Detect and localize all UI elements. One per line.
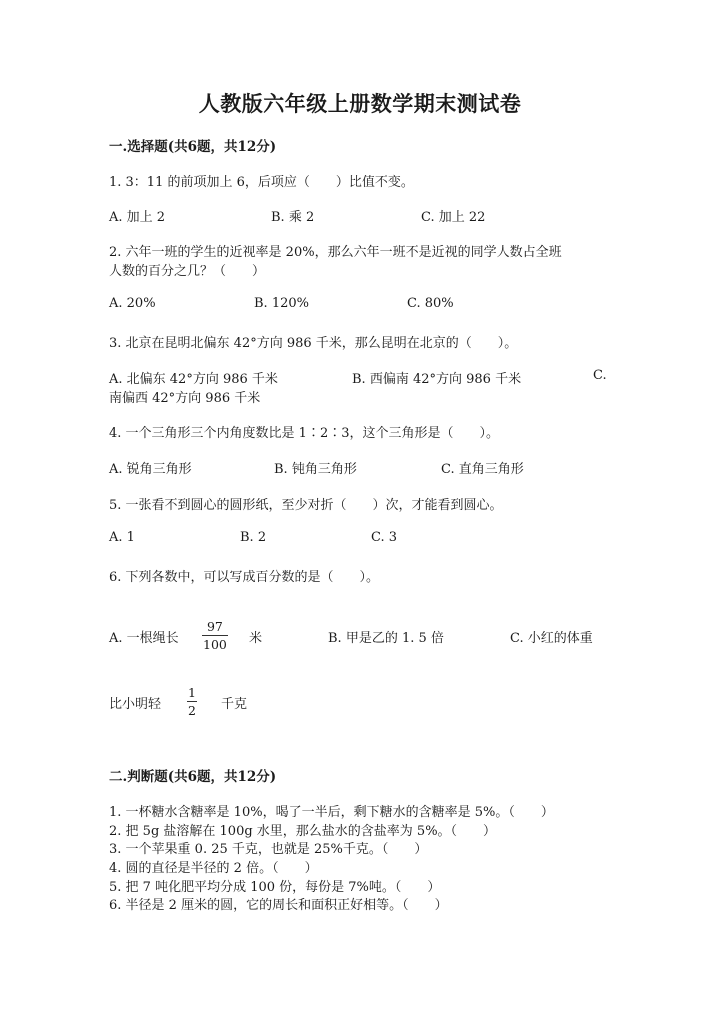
fraction-denominator: 2 xyxy=(188,703,196,718)
question-3-option-c-label: C. xyxy=(593,368,607,383)
question-1-option-a: A. 加上 2 xyxy=(109,210,166,225)
question-2-option-b: B. 120% xyxy=(254,296,309,311)
section-heading-judgment: 二.判断题(共6题，共12分) xyxy=(109,769,277,785)
question-4-stem: 4. 一个三角形三个内角度数比是 1∶2∶3，这个三角形是（ ）。 xyxy=(109,426,499,441)
judgment-item-1: 1. 一杯糖水含糖率是 10%，喝了一半后，剩下糖水的含糖率是 5%。（ ） xyxy=(109,805,554,820)
page-title: 人教版六年级上册数学期末测试卷 xyxy=(198,91,522,116)
question-1-option-c: C. 加上 22 xyxy=(421,210,486,225)
fraction-numerator: 1 xyxy=(188,685,196,700)
question-2-option-c: C. 80% xyxy=(407,296,454,311)
question-6-option-c-fraction xyxy=(187,686,197,718)
question-4-option-b: B. 钝角三角形 xyxy=(274,462,357,477)
question-5-option-a: A. 1 xyxy=(109,530,135,545)
question-6-option-c-continued: 比小明轻 xyxy=(109,697,162,712)
question-6-stem: 6. 下列各数中，可以写成百分数的是（ ）。 xyxy=(109,570,380,585)
judgment-item-2: 2. 把 5g 盐溶解在 100g 水里，那么盐水的含盐率为 5%。（ ） xyxy=(109,824,497,839)
question-3-stem: 3. 北京在昆明北偏东 42°方向 986 千米，那么昆明在北京的（ ）。 xyxy=(109,336,518,351)
question-3-option-b: B. 西偏南 42°方向 986 千米 xyxy=(352,372,522,387)
judgment-item-6: 6. 半径是 2 厘米的圆，它的周长和面积正好相等。（ ） xyxy=(109,898,448,913)
question-6-option-a-fraction xyxy=(202,620,228,652)
question-5-option-c: C. 3 xyxy=(371,530,398,545)
question-2-stem-line2: 人数的百分之几？（ ） xyxy=(109,264,266,279)
question-5-stem: 5. 一张看不到圆心的圆形纸，至少对折（ ）次，才能看到圆心。 xyxy=(109,498,503,513)
fraction-numerator: 97 xyxy=(206,619,223,634)
section-heading-choice: 一.选择题(共6题，共12分) xyxy=(109,139,277,155)
question-5-option-b: B. 2 xyxy=(240,530,267,545)
question-1-option-b: B. 乘 2 xyxy=(271,210,315,225)
fraction-denominator: 100 xyxy=(203,637,227,652)
question-3-option-a: A. 北偏东 42°方向 986 千米 xyxy=(109,372,278,387)
fraction-bar xyxy=(187,701,197,702)
question-4-option-c: C. 直角三角形 xyxy=(441,462,524,477)
judgment-item-5: 5. 把 7 吨化肥平均分成 100 份，每份是 7%吨。（ ） xyxy=(109,880,441,895)
question-2-option-a: A. 20% xyxy=(109,296,156,311)
question-6-option-c-prefix: C. 小红的体重 xyxy=(510,631,593,646)
question-6-option-c-unit: 千克 xyxy=(221,697,248,712)
question-2-stem-line1: 2. 六年一班的学生的近视率是 20%，那么六年一班不是近视的同学人数占全班 xyxy=(109,245,562,260)
question-3-option-c-text: 南偏西 42°方向 986 千米 xyxy=(109,391,261,406)
question-6-option-a-prefix: A. 一根绳长 xyxy=(109,631,179,646)
judgment-item-3: 3. 一个苹果重 0. 25 千克，也就是 25%千克。（ ） xyxy=(109,842,428,857)
question-4-option-a: A. 锐角三角形 xyxy=(109,462,192,477)
judgment-item-4: 4. 圆的直径是半径的 2 倍。（ ） xyxy=(109,861,318,876)
question-1-stem: 1. 3：11 的前项加上 6，后项应（ ）比值不变。 xyxy=(109,175,414,190)
question-6-option-a-unit: 米 xyxy=(249,631,263,646)
fraction-bar xyxy=(202,635,228,636)
question-6-option-b: B. 甲是乙的 1. 5 倍 xyxy=(328,631,444,646)
